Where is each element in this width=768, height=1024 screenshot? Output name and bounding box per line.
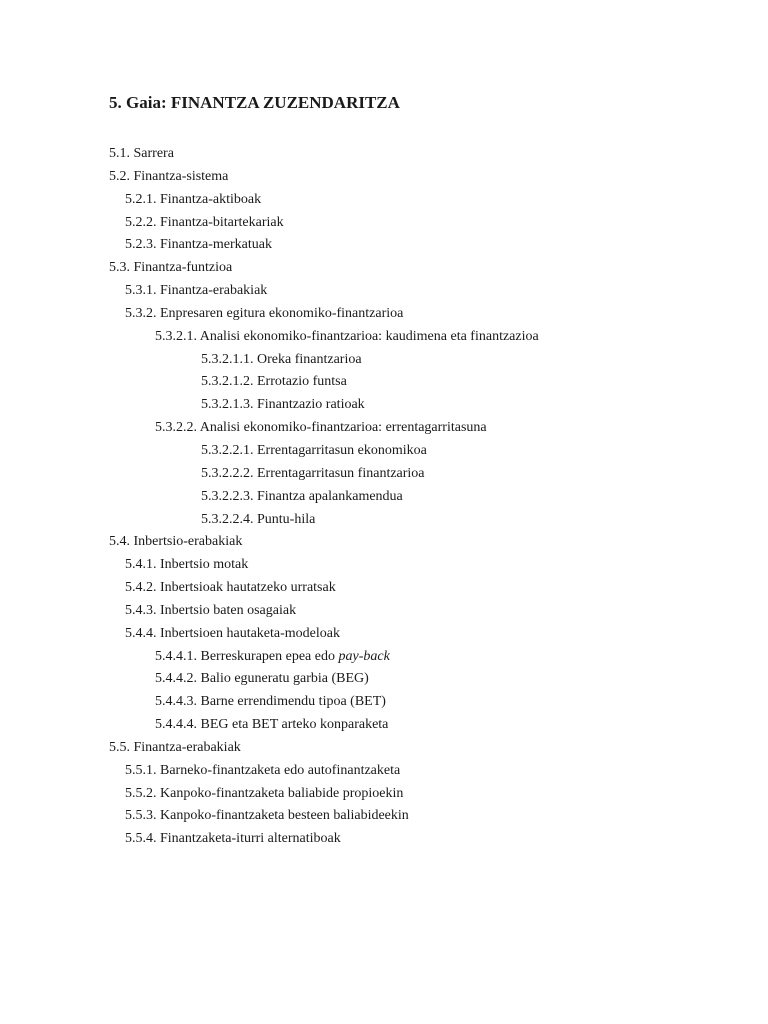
- toc-entry-text: 5.3.2.2. Analisi ekonomiko-finantzarioa: errentagarritasuna: [155, 420, 487, 436]
- toc-entry: [0, 463, 539, 486]
- toc-entry: [0, 646, 539, 669]
- toc-entry: [0, 234, 539, 257]
- toc-entry-text: 5.4.2. Inbertsioak hautatzeko urratsak: [125, 580, 336, 596]
- toc-entry-text: 5.4.3. Inbertsio baten osagaiak: [125, 602, 297, 618]
- toc-entry: [0, 668, 539, 691]
- toc-entry-text: 5.3.2.2.2. Errentagarritasun finantzarioa: [201, 465, 425, 481]
- toc-entry-text: 5.5.2. Kanpoko-finantzaketa baliabide propioekin: [125, 785, 404, 801]
- toc-entry-text: 5.2.3. Finantza-merkatuak: [125, 237, 272, 253]
- toc-entry: [0, 394, 539, 417]
- toc-entry: [0, 166, 539, 189]
- table-of-contents: [0, 143, 539, 851]
- toc-entry-text: 5.5.3. Kanpoko-finantzaketa besteen baliabideekin: [125, 808, 409, 824]
- toc-entry-text: 5.4.4.1. Berreskurapen epea edo: [155, 648, 339, 664]
- page-title: 5. Gaia: FINANTZA ZUZENDARITZA: [109, 93, 400, 112]
- toc-entry: [0, 280, 539, 303]
- toc-entry-text: 5.5. Finantza-erabakiak: [109, 739, 241, 755]
- toc-entry: [0, 326, 539, 349]
- toc-entry: [0, 737, 539, 760]
- toc-entry-text: 5.4.4.2. Balio eguneratu garbia (BEG): [155, 671, 369, 687]
- toc-entry-text: 5.4.4. Inbertsioen hautaketa-modeloak: [125, 625, 340, 641]
- toc-entry: [0, 783, 539, 806]
- toc-entry-text: 5.3.2.1.1. Oreka finantzarioa: [201, 351, 362, 367]
- toc-entry-text: 5.2. Finantza-sistema: [109, 168, 229, 184]
- toc-entry-text: 5.3.2.2.3. Finantza apalankamendua: [201, 488, 403, 504]
- toc-entry: [0, 600, 539, 623]
- toc-entry-text: 5.4.4.3. Barne errendimendu tipoa (BET): [155, 694, 386, 710]
- toc-entry-text: 5.2.1. Finantza-aktiboak: [125, 191, 262, 207]
- toc-entry-text: 5.4.4.4. BEG eta BET arteko konparaketa: [155, 717, 389, 733]
- toc-entry: [0, 212, 539, 235]
- toc-entry-text: 5.3.2.2.1. Errentagarritasun ekonomikoa: [201, 442, 427, 458]
- toc-entry-text: 5.3.2. Enpresaren egitura ekonomiko-finantzarioa: [125, 305, 404, 321]
- toc-entry: [0, 257, 539, 280]
- toc-entry: [0, 805, 539, 828]
- toc-entry: [0, 440, 539, 463]
- toc-entry: [0, 623, 539, 646]
- toc-entry-text: 5.3.2.2.4. Puntu-hila: [201, 511, 316, 527]
- toc-entry-text: 5.5.4. Finantzaketa-iturri alternatiboak: [125, 831, 341, 847]
- toc-entry-text: 5.3.2.1. Analisi ekonomiko-finantzarioa: kaudimena eta finantzazioa: [155, 328, 539, 344]
- toc-entry: [0, 691, 539, 714]
- toc-entry-text: 5.4. Inbertsio-erabakiak: [109, 534, 243, 550]
- toc-entry: [0, 143, 539, 166]
- toc-entry: [0, 349, 539, 372]
- toc-entry: [0, 577, 539, 600]
- toc-entry: [0, 531, 539, 554]
- toc-entry: [0, 509, 539, 532]
- toc-entry: [0, 371, 539, 394]
- toc-entry-text: 5.5.1. Barneko-finantzaketa edo autofinantzaketa: [125, 762, 401, 778]
- toc-entry: [0, 554, 539, 577]
- toc-entry-text: 5.3.1. Finantza-erabakiak: [125, 283, 268, 299]
- toc-entry: [0, 189, 539, 212]
- toc-entry-text: 5.3.2.1.2. Errotazio funtsa: [201, 374, 347, 390]
- toc-entry-text: 5.1. Sarrera: [109, 146, 174, 161]
- toc-entry-text: 5.3. Finantza-funtzioa: [109, 260, 233, 276]
- toc-entry: [0, 303, 539, 326]
- toc-entry-italic-text: pay-back: [338, 648, 390, 664]
- toc-entry-text: 5.3.2.1.3. Finantzazio ratioak: [201, 397, 365, 413]
- toc-entry: [0, 828, 539, 851]
- toc-entry: [0, 760, 539, 783]
- toc-entry-text: 5.2.2. Finantza-bitartekariak: [125, 214, 284, 230]
- toc-entry: [0, 486, 539, 509]
- toc-entry: [0, 714, 539, 737]
- toc-entry-text: 5.4.1. Inbertsio motak: [125, 557, 249, 573]
- toc-entry: [0, 417, 539, 440]
